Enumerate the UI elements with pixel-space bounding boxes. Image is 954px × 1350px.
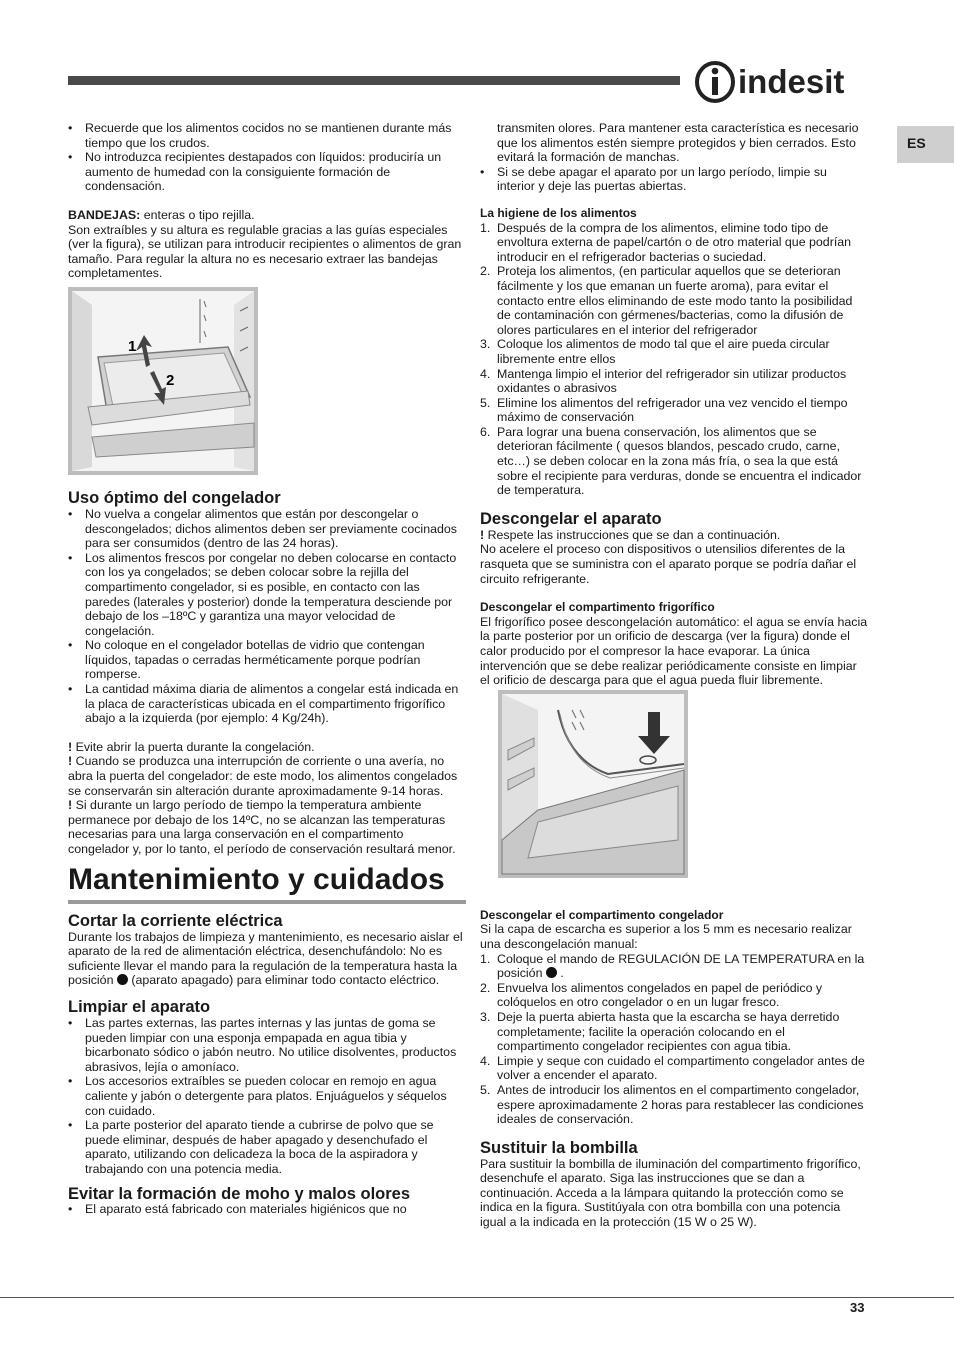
list-item: • No vuelva a congelar alimentos que están por descongelar o descongelados; dichos alimentos deben ser previamente cocinados para ser consumidos (dentro de las 24 horas). — [68, 507, 466, 551]
left-column — [68, 121, 466, 1216]
warning-mark: ! — [68, 798, 73, 813]
list-item: • Si se debe apagar el aparato por un largo período, limpie su interior y deje las puertas abiertas. — [480, 165, 868, 194]
off-position-icon — [117, 974, 128, 985]
brand-name: indesit — [738, 63, 845, 100]
higiene-title: La higiene de los alimentos — [480, 205, 637, 220]
warning-text: Cuando se produzca una interrupción de corriente o una avería, no abra la puerta del congelador: de este modo, los alimentos congelados se conservarán sin alteración durante aproximadamente 9-14 horas. — [68, 754, 458, 798]
page-number: 33 — [850, 1300, 865, 1315]
cortar-text-a: Durante los trabajos de limpieza y mantenimiento, es necesario aislar el aparato de la red de alimentación eléctrica, desenchufándolo: No es suficiente llevar el mando para la regulación de la temperatura hasta la posición — [68, 929, 463, 988]
congelador-manual-title: Descongelar el compartimento congelador — [480, 907, 724, 922]
limpiar-title: Limpiar el aparato — [68, 997, 211, 1016]
list-item: • La parte posterior del aparato tiende a cubrirse de polvo que se puede eliminar, después de haber apagado y desenchufado el aparato, utilizando con delicadeza la boca de la aspiradora y trabajando con una potencia media. — [68, 1118, 466, 1176]
brand-logo-icon — [694, 60, 736, 104]
header-rule — [68, 76, 680, 85]
list-item: 2. Envuelva los alimentos congelados en papel de periódico y colóquelos en otro congelador o en un lugar fresco. — [480, 980, 823, 1010]
frigo-title: Descongelar el compartimento frigorífico — [480, 600, 715, 615]
brand-logo — [694, 60, 872, 104]
cortar-text — [68, 930, 466, 988]
bandejas-desc: enteras o tipo rejilla. — [140, 207, 255, 222]
right-column — [480, 121, 868, 1230]
warning-text: Si durante un largo período de tiempo la temperatura ambiente permanece por debajo de los 14ºC, no se alcanzan las temperaturas necesarias para una larga conservación en el compartimento congelador y, por lo tanto, el período de conservación resultará menor. — [68, 798, 456, 856]
bandejas-label: BANDEJAS: — [68, 207, 141, 222]
congelador-list — [68, 507, 466, 726]
list-item: • Los alimentos frescos por congelar no deben colocarse en contacto con los ya congelados; se deben colocar sobre la rejilla del compartimento congelador, si es posible, en contacto con las paredes (laterales y posterior) donde la temperatura desciende por debajo de los –18ºC y garantiza una mayor velocidad de congelación. — [68, 551, 466, 639]
warning-text: Respete las instrucciones que se dan a continuación. — [487, 527, 781, 542]
language-tab: ES — [897, 126, 954, 163]
moho-continued: transmiten olores. Para mantener esta característica es necesario que los alimentos estén siempre protegidos y bien cerrados. Esto evitará la formación de manchas. — [497, 121, 859, 165]
list-item: 4. Mantenga limpio el interior del refrigerador sin utilizar productos oxidantes o abrasivos — [480, 366, 847, 396]
list-item: 5. Elimine los alimentos del refrigerador una vez vencido el tiempo máximo de conservación — [480, 395, 848, 425]
bombilla-title: Sustituir la bombilla — [480, 1138, 638, 1157]
drain-figure — [498, 690, 688, 878]
limpiar-list — [68, 1016, 466, 1177]
footer-rule — [0, 1297, 954, 1298]
moho-list — [68, 1202, 466, 1217]
descongelar-warning — [480, 528, 868, 543]
list-item: 5. Antes de introducir los alimentos en el compartimento congelador, espere aproximadamente 2 horas para restablecer las condiciones ideales de conservación. — [480, 1082, 864, 1127]
descongelar-title: Descongelar el aparato — [480, 509, 662, 528]
off-position-icon — [546, 967, 557, 978]
list-item: • La cantidad máxima diaria de alimentos a congelar está indicada en la placa de características ubicada en el compartimento frigorífico abajo a la izquierda (por ejemplo: 4 Kg/24h). — [68, 682, 466, 726]
warning-3 — [68, 798, 466, 856]
bombilla-text: Para sustituir la bombilla de iluminación del compartimento frigorífico, desenchufe el aparato. Siga las instrucciones que se dan a continuación. Acceda a la lámpara quitando la protección como se indica en la figura. Sustitúyala con otra bombilla con una potencia igual a la indicada en la protección (15 W o 25 W). — [480, 1156, 861, 1230]
list-item: 6. Para lograr una buena conservación, los alimentos que se deterioran fácilmente ( quesos blandos, pescado crudo, carne, etc…) se deben colocar en la zona más fría, o sea la que está sobre el recipiente para verduras, donde se encuentra el indicador de temperatura. — [480, 424, 862, 498]
congelador-manual-text: Si la capa de escarcha es superior a los 5 mm es necesario realizar una descongelación manual: — [480, 922, 852, 951]
moho-title: Evitar la formación de moho y malos olores — [68, 1184, 411, 1203]
warning-2 — [68, 754, 466, 798]
congelador-manual-list — [480, 952, 868, 1127]
list-item: 4. Limpie y seque con cuidado el compartimento congelador antes de volver a encender el aparato. — [480, 1053, 865, 1083]
warning-text: Evite abrir la puerta durante la congelación. — [75, 739, 315, 754]
list-item: • No introduzca recipientes destapados con líquidos: produciría un aumento de humedad con la consiguiente formación de condensación. — [68, 150, 466, 194]
cortar-text-b: (aparato apagado) para eliminar todo contacto eléctrico. — [127, 973, 440, 988]
descongelar-text: No acelere el proceso con dispositivos o utensilios diferentes de la rasqueta que se suministra con el aparato porque se podría dañar el circuito refrigerante. — [480, 542, 857, 586]
warning-mark: ! — [480, 527, 485, 542]
frigo-text: El frigorífico posee descongelación automático: el agua se envía hacia la parte posterior por un orificio de descarga (ver la figura) donde el calor producido por el compresor la hace evaporar. La única intervención que se debe realizar periódicamente consiste en limpiar el orificio de descarga para que el agua pueda fluir libremente. — [480, 614, 868, 688]
list-item: • No coloque en el congelador botellas de vidrio que contengan líquidos, tapadas o cerradas herméticamente porque podrían romperse. — [68, 638, 466, 682]
bandejas-line — [68, 208, 466, 223]
list-item: 2. Proteja los alimentos, (en particular aquellos que se deterioran fácilmente y los que emanan un fuerte aroma), para evitar el contacto entre ellos eliminando de este modo tanto la posibilidad de contaminación con gérmenes/bacterias, como la difusión de olores particulares en el interior del refrigerador — [480, 264, 853, 337]
list-item: 1. Coloque el mando de REGULACIÓN DE LA TEMPERATURA en la posición . — [480, 951, 865, 981]
shelf-figure — [68, 287, 258, 475]
fig-label-2: 2 — [166, 371, 175, 389]
list-item: • Las partes externas, las partes internas y las juntas de goma se pueden limpiar con una esponja empapada en agua tibia y bicarbonato sódico o jabón neutro. No utilice disolventes, productos abrasivos, lejía o amoníaco. — [68, 1016, 466, 1074]
fig-label-1: 1 — [128, 337, 137, 355]
warning-mark: ! — [68, 754, 73, 769]
list-item: • Recuerde que los alimentos cocidos no se mantienen durante más tiempo que los crudos. — [68, 121, 466, 150]
list-item: 1. Después de la compra de los alimentos, elimine todo tipo de envoltura externa de papel/cartón o de otro material que podrían introducir en el refrigerador bacterias o suciedad. — [480, 220, 852, 264]
congelador-title: Uso óptimo del congelador — [68, 488, 281, 507]
moho-list-2 — [480, 165, 868, 194]
higiene-list — [480, 221, 868, 498]
main-title: Mantenimiento y cuidados — [68, 863, 466, 904]
list-item: 3. Coloque los alimentos de modo tal que el aire pueda circular libremente entre ellos — [480, 337, 830, 366]
list-item: • El aparato está fabricado con materiales higiénicos que no — [68, 1202, 466, 1217]
bandejas-text: Son extraíbles y su altura es regulable gracias a las guías especiales (ver la figura), se utilizan para introducir recipientes o alimentos de gran tamaño. Para regular la altura no es necesario extraer las bandejas completamentes. — [68, 222, 462, 281]
intro-list — [68, 121, 466, 194]
list-item: • Los accesorios extraíbles se pueden colocar en remojo en agua caliente y jabón o detergente para platos. Enjuáguelos y séquelos con cuidado. — [68, 1074, 466, 1118]
warning-mark: ! — [68, 739, 73, 754]
warning-1 — [68, 740, 466, 755]
cortar-title: Cortar la corriente eléctrica — [68, 911, 283, 930]
list-item: 3. Deje la puerta abierta hasta que la escarcha se haya derretido completamente; facilite la operación colocando en el compartimento congelador recipientes con agua tibia. — [480, 1009, 840, 1054]
